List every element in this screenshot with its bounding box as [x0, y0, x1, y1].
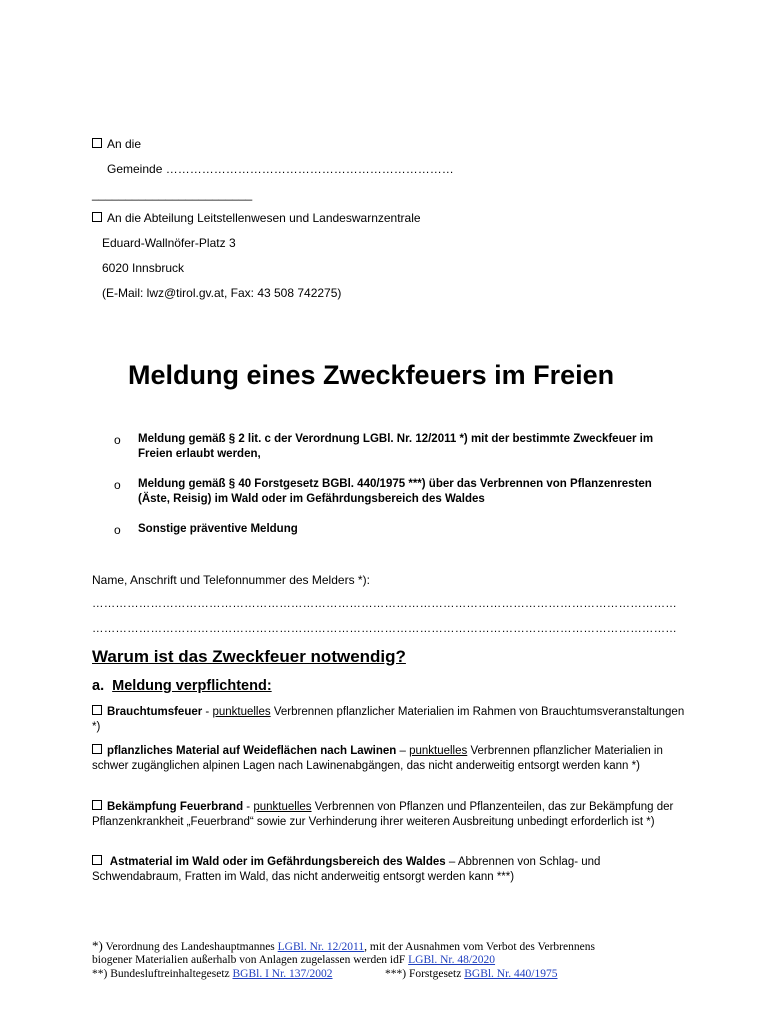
footnote-text: biogener Materialien außerhalb von Anlagen zugelassen werden idF [92, 954, 409, 966]
option-text-1: Meldung gemäß § 2 lit. c der Verordnung LGBl. Nr. 12/2011 *) mit der bestimmte Zweckfeuer im Freien erlaubt werden, [138, 433, 654, 460]
recipient-lwz-option [92, 211, 421, 225]
option-text-3: Sonstige präventive Meldung [138, 523, 298, 535]
reason-title: Bekämpfung Feuerbrand [107, 801, 244, 813]
option-bullet-1[interactable]: o [114, 433, 121, 447]
footnote-text: , mit der Ausnahmen vom Verbot des Verbrennens [364, 941, 595, 953]
checkbox-lwz[interactable] [92, 212, 102, 222]
checkbox-reason-1[interactable] [92, 705, 102, 715]
reason-emphasis: punktuelles [409, 745, 468, 757]
municipality-line: Gemeinde ……………………………………………………………… [107, 162, 454, 176]
checkbox-municipality[interactable] [92, 138, 102, 148]
subsection-heading [92, 678, 272, 694]
reason-item [92, 744, 692, 774]
option-bullet-2[interactable]: o [114, 478, 121, 492]
reason-item [92, 800, 692, 830]
recipient-line-1: An die [107, 137, 142, 151]
reason-text: Abbrennen von Schlag- und Schwendabraum, Fratten im Wald, das nicht anderweitig entsorgt werden kann ***) [92, 856, 601, 883]
signature-underline: ________________________ [92, 187, 253, 201]
subsection-letter: a. [92, 678, 105, 694]
subsection-text: Meldung verpflichtend: [112, 678, 272, 694]
address-street: Eduard-Wallnöfer-Platz 3 [102, 236, 236, 250]
reason-emphasis: punktuelles [253, 801, 312, 813]
checkbox-reason-3[interactable] [92, 800, 102, 810]
recipient-lwz-label: An die Abteilung Leitstellenwesen und Landeswarnzentrale [107, 211, 421, 225]
footnote-text: ***) Forstgesetz [385, 968, 465, 980]
link-bgbl-440-1975[interactable]: BGBl. Nr. 440/1975 [464, 968, 558, 980]
address-contact: (E-Mail: lwz@tirol.gv.at, Fax: 43 508 742275) [102, 286, 342, 300]
reason-title: Astmaterial im Wald oder im Gefährdungsbereich des Waldes [107, 856, 446, 868]
reason-sep: - [202, 706, 213, 718]
page-title: Meldung eines Zweckfeuers im Freien [128, 360, 615, 390]
section-heading: Warum ist das Zweckfeuer notwendig? [92, 647, 406, 666]
link-lgbl-48-2020[interactable]: LGBl. Nr. 48/2020 [408, 954, 496, 966]
link-bgbl-137-2002[interactable]: BGBl. I Nr. 137/2002 [232, 968, 333, 980]
footnote-1-line-2 [92, 953, 495, 967]
reason-item [92, 855, 692, 885]
footnote-text: **) Bundesluftreinhaltegesetz [92, 968, 233, 980]
option-text-2: Meldung gemäß § 40 Forstgesetz BGBl. 440/1975 ***) über das Verbrennen von Pflanzenresten (Äste, Reisig) im Wald oder im Gefährdungsbereich des Waldes [138, 478, 652, 505]
reason-title: pflanzliches Material auf Weideflächen nach Lawinen [107, 745, 397, 757]
footnote-marker: *) [92, 938, 103, 953]
recipient-municipality-option [92, 137, 141, 151]
footnote-2 [92, 967, 333, 981]
reason-sep: – [445, 856, 458, 868]
reason-item [92, 705, 692, 735]
footnote-text: Verordnung des Landeshauptmannes [102, 941, 278, 953]
reason-text: Verbrennen von Pflanzen und Pflanzenteilen, das zur Bekämpfung der Pflanzenkrankheit „Feuerbrand“ sowie zur Verhinderung ihrer weiteren Ausbreitung unbedingt erforderlich ist *) [92, 801, 674, 828]
reason-sep: - [243, 801, 254, 813]
footnote-1-line-1 [92, 939, 595, 954]
reason-sep: – [396, 745, 410, 757]
checkbox-reason-4[interactable] [92, 855, 102, 865]
reason-text: Verbrennen pflanzlicher Materialien im Rahmen von Brauchtumsveranstaltungen *) [92, 706, 685, 733]
footnote-3 [385, 967, 558, 981]
checkbox-reason-2[interactable] [92, 744, 102, 754]
reporter-label: Name, Anschrift und Telefonnummer des Melders *): [92, 573, 370, 587]
address-city: 6020 Innsbruck [102, 261, 185, 275]
reason-text: Verbrennen pflanzlicher Materialien in schwer zugänglichen alpinen Lagen nach Lawinenabgängen, das nicht anderweitig entsorgt werden kann *) [92, 745, 663, 772]
reason-title: Brauchtumsfeuer [107, 706, 203, 718]
reporter-line-2[interactable]: …………………………………………………………………………………………………………………………………… [92, 623, 677, 635]
reporter-line-1[interactable]: …………………………………………………………………………………………………………………………………… [92, 598, 677, 610]
reason-emphasis: punktuelles [212, 706, 271, 718]
link-lgbl-12-2011[interactable]: LGBl. Nr. 12/2011 [277, 941, 365, 953]
option-bullet-3[interactable]: o [114, 523, 121, 537]
